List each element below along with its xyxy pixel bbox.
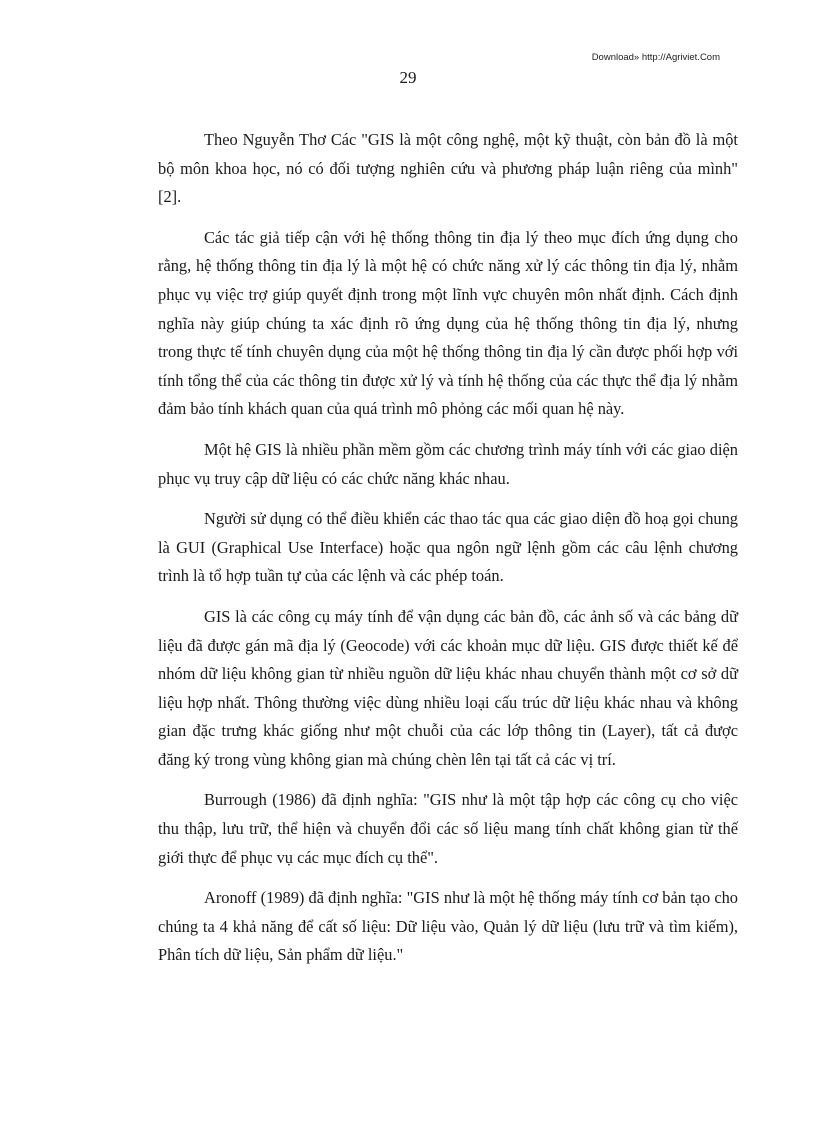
page-number: 29 [399, 68, 417, 87]
paragraph-5: GIS là các công cụ máy tính để vận dụng các bản đồ, các ảnh số và các bảng dữ liệu đã được gán mã địa lý (Geocode) với các khoản mục dữ liệu. GIS được thiết kế để nhóm dữ liệu không gian từ nhiều nguồn dữ liệu khác nhau chuyển thành một cơ sở dữ liệu hợp nhất. Thông thường việc dùng nhiều loại cấu trúc dữ liệu khác nhau và không gian đặc trưng khác giống như một chuỗi của các lớp thông tin (Layer), tất cả được đăng ký trong vùng không gian mà chúng chèn lên tại tất cả các vị trí. [158, 606, 738, 769]
document-body [158, 126, 738, 982]
paragraph-2: Các tác giả tiếp cận với hệ thống thông tin địa lý theo mục đích ứng dụng cho rằng, hệ thống thông tin địa lý là một hệ có chức năng xử lý các thông tin địa lý, nhằm phục vụ việc trợ giúp quyết định trong một lĩnh vực chuyên môn nhất định. Cách định nghĩa này giúp chúng ta xác định rõ ứng dụng của hệ thống thông tin địa lý, nhưng trong thực tế tính chuyên dụng của một hệ thống thông tin địa lý cần được phối hợp với tính tổng thể của các thông tin được xử lý và tính hệ thống của các thực thể địa lý nhằm đảm bảo tính khách quan của quá trình mô phỏng các mối quan hệ này. [158, 227, 738, 419]
paragraph-4: Người sử dụng có thể điều khiển các thao tác qua các giao diện đồ hoạ gọi chung là GUI (Graphical Use Interface) hoặc qua ngôn ngữ lệnh gồm các câu lệnh chương trình là tổ hợp tuần tự của các lệnh và các phép toán. [158, 509, 738, 586]
paragraph-6: Burrough (1986) đã định nghĩa: "GIS như là một tập hợp các công cụ cho việc thu thập, lưu trữ, thể hiện và chuyển đổi các số liệu mang tính chất không gian từ thế giới thực để phục vụ các mục đích cụ thể". [158, 790, 738, 867]
paragraph-1: Theo Nguyễn Thơ Các "GIS là một công nghệ, một kỹ thuật, còn bản đồ là một bộ môn khoa học, nó có đối tượng nghiên cứu và phương pháp luận riêng của mình" [2]. [158, 130, 738, 207]
paragraph-3: Một hệ GIS là nhiều phần mềm gồm các chương trình máy tính với các giao diện phục vụ truy cập dữ liệu có các chức năng khác nhau. [158, 439, 738, 488]
paragraph-7: Aronoff (1989) đã định nghĩa: "GIS như là một hệ thống máy tính cơ bản tạo cho chúng ta 4 khả năng để cất số liệu: Dữ liệu vào, Quản lý dữ liệu (lưu trữ và tìm kiếm), Phân tích dữ liệu, Sản phẩm dữ liệu." [158, 888, 738, 965]
download-link[interactable]: Download» http://Agriviet.Com [591, 52, 720, 63]
